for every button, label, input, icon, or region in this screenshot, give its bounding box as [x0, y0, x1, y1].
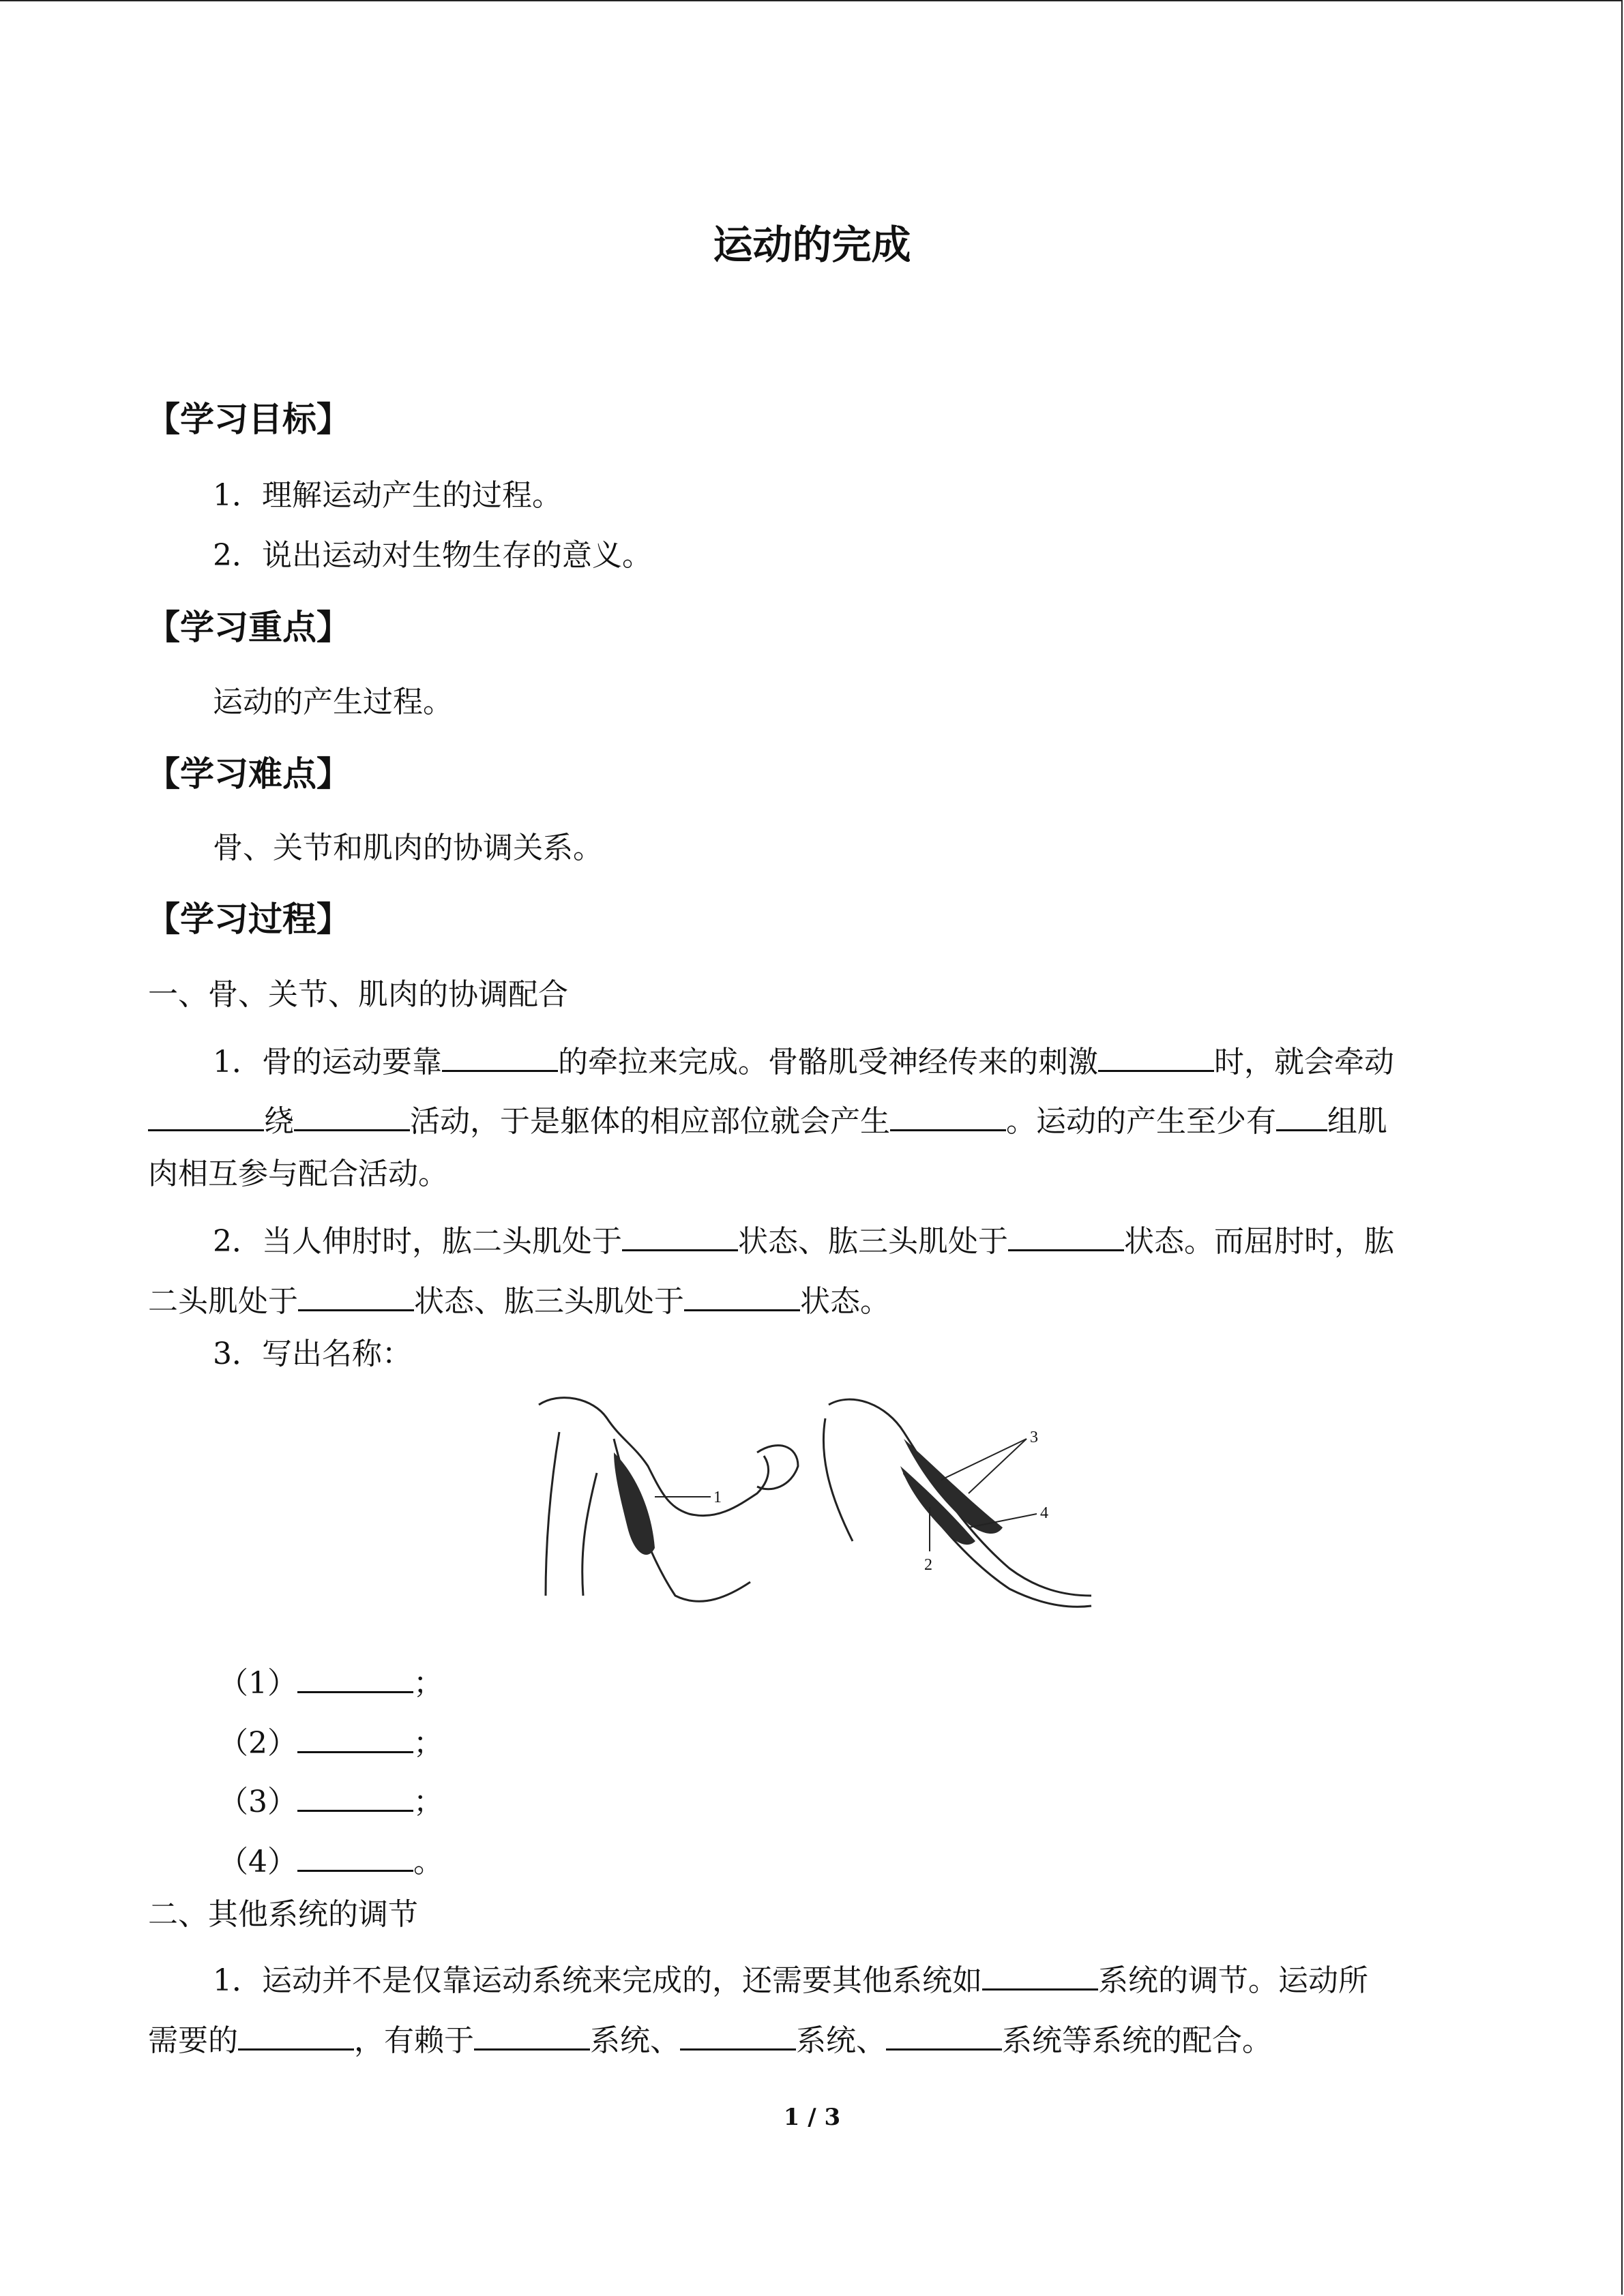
answer-end: ； — [413, 1726, 443, 1761]
text-seg: 活动，于是躯体的相应部位就会产生 — [410, 1104, 890, 1139]
part1-q1-line1 — [213, 1040, 1394, 1077]
text-seg: 时，就会牵动 — [1214, 1045, 1394, 1079]
text-seg: ，有赖于 — [354, 2023, 474, 2058]
text-seg: 系统、 — [590, 2023, 680, 2058]
blank[interactable] — [298, 1279, 414, 1311]
blank[interactable] — [1098, 1040, 1214, 1072]
text-seg: 1．运动并不是仅靠运动系统来完成的，还需要其他系统如 — [213, 1963, 982, 1998]
text-seg: 的牵拉来完成。骨骼肌受神经传来的刺激 — [558, 1045, 1098, 1079]
text-seg: 组肌 — [1327, 1104, 1387, 1139]
answer-label: （1） — [218, 1666, 297, 1701]
text-seg: 状态。而屈肘时，肱 — [1124, 1224, 1394, 1259]
heading-difficulty: 【学习难点】 — [146, 754, 351, 794]
answer-4 — [218, 1840, 443, 1877]
text-seg: 需要的 — [148, 2023, 238, 2058]
blank[interactable] — [442, 1040, 558, 1072]
blank[interactable] — [297, 1661, 413, 1693]
figure-label: 2 — [924, 1556, 932, 1574]
blank[interactable] — [148, 1099, 264, 1131]
key-text: 运动的产生过程。 — [213, 685, 453, 719]
figure-label: 1 — [713, 1489, 722, 1506]
blank[interactable] — [1008, 1219, 1124, 1251]
difficulty-text: 骨、关节和肌肉的协调关系。 — [213, 831, 603, 865]
answer-end: ； — [413, 1666, 443, 1701]
blank[interactable] — [1276, 1099, 1327, 1131]
arm-muscle-figure — [532, 1391, 1153, 1616]
part1-q1-line3: 肉相互参与配合活动。 — [148, 1157, 448, 1191]
blank[interactable] — [886, 2018, 1002, 2051]
text-seg: 系统的调节。运动所 — [1098, 1963, 1368, 1998]
text-seg: 系统等系统的配合。 — [1002, 2023, 1272, 2058]
answer-label: （4） — [218, 1845, 297, 1879]
heading-goals: 【学习目标】 — [146, 399, 351, 439]
part2-q1-line1 — [213, 1958, 1368, 1996]
text-seg: 绕 — [264, 1104, 294, 1139]
goal-item-2: 2．说出运动对生物生存的意义。 — [213, 538, 652, 573]
goal-item-1: 1．理解运动产生的过程。 — [213, 478, 562, 513]
blank[interactable] — [680, 2018, 796, 2051]
blank[interactable] — [982, 1958, 1098, 1991]
blank[interactable] — [297, 1840, 413, 1872]
figure-label: 4 — [1040, 1504, 1048, 1522]
blank[interactable] — [684, 1279, 800, 1311]
text-seg: 1．骨的运动要靠 — [213, 1045, 442, 1079]
part1-q1-line2 — [148, 1099, 1387, 1137]
part1-q2-line2 — [148, 1279, 890, 1317]
heading-key: 【学习重点】 — [146, 607, 351, 647]
blank[interactable] — [297, 1721, 413, 1753]
blank[interactable] — [297, 1780, 413, 1812]
text-seg: 系统、 — [796, 2023, 886, 2058]
blank[interactable] — [294, 1099, 410, 1131]
text-seg: 状态。 — [800, 1284, 890, 1319]
part1-title: 一、骨、关节、肌肉的协调配合 — [148, 977, 568, 1012]
answer-2 — [218, 1721, 443, 1759]
answer-1 — [218, 1661, 443, 1699]
page-title: 运动的完成 — [713, 222, 911, 268]
answer-label: （2） — [218, 1726, 297, 1761]
text-seg: 。运动的产生至少有 — [1006, 1104, 1276, 1139]
part1-q2-line1 — [213, 1219, 1394, 1257]
blank[interactable] — [890, 1099, 1006, 1131]
answer-end: 。 — [413, 1845, 443, 1879]
part2-title: 二、其他系统的调节 — [148, 1897, 418, 1932]
text-seg: 状态、肱三头肌处于 — [414, 1284, 684, 1319]
blank[interactable] — [238, 2018, 354, 2051]
blank[interactable] — [622, 1219, 738, 1251]
part1-q3-text: 3．写出名称： — [213, 1337, 412, 1371]
blank[interactable] — [474, 2018, 590, 2051]
answer-3 — [218, 1780, 443, 1817]
answer-label: （3） — [218, 1785, 297, 1819]
figure-label: 3 — [1030, 1429, 1038, 1446]
answer-end: ； — [413, 1785, 443, 1819]
text-seg: 2．当人伸肘时，肱二头肌处于 — [213, 1224, 622, 1259]
part2-q1-line2 — [148, 2018, 1272, 2056]
text-seg: 二头肌处于 — [148, 1284, 298, 1319]
heading-process: 【学习过程】 — [146, 899, 351, 939]
page-number: 1 / 3 — [783, 2104, 841, 2131]
text-seg: 状态、肱三头肌处于 — [738, 1224, 1008, 1259]
